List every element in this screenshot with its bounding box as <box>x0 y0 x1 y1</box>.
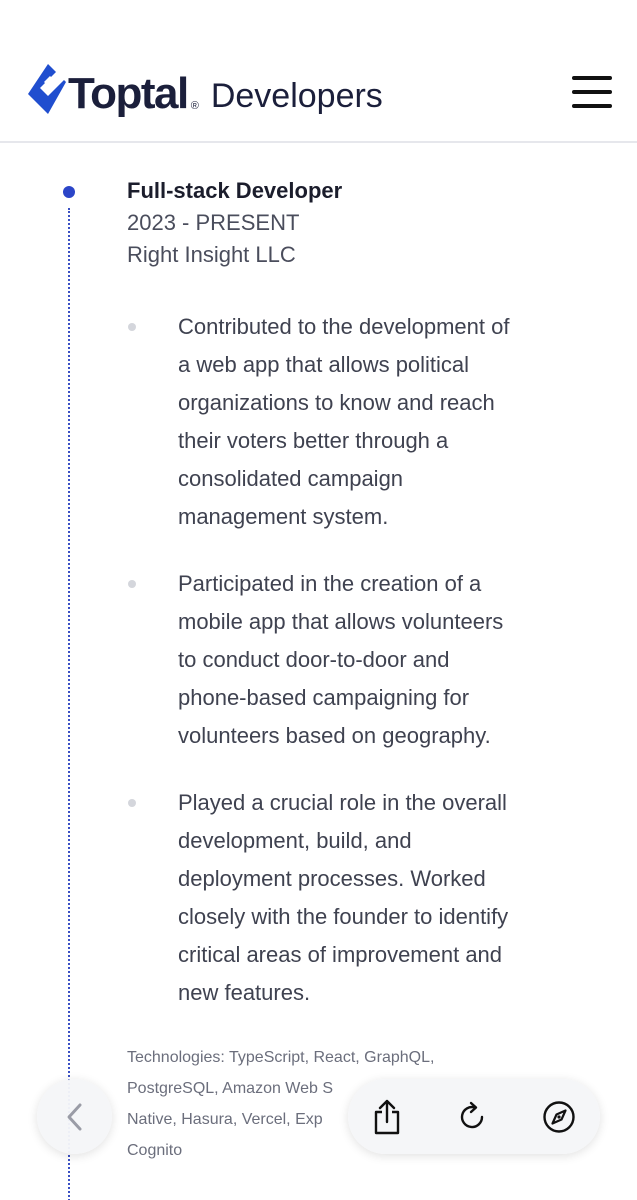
hamburger-icon <box>572 76 612 80</box>
list-item-line: organizations to know and reach <box>178 390 495 415</box>
list-item-line: consolidated campaign <box>178 466 404 491</box>
technologies-line: Cognito <box>127 1142 183 1159</box>
list-item-line: development, build, and <box>178 828 412 853</box>
list-item <box>178 784 578 1012</box>
hamburger-icon-bar <box>572 90 612 94</box>
brand-name: Toptal <box>68 69 188 118</box>
toptal-logo[interactable] <box>26 62 383 116</box>
site-header <box>0 0 637 143</box>
job-dates: 2023 - PRESENT <box>127 210 300 235</box>
chevron-left-icon <box>64 1102 86 1132</box>
list-item-line: their voters better through a <box>178 428 449 453</box>
share-icon <box>371 1098 403 1136</box>
list-item-line: Played a crucial role in the overall <box>178 790 507 815</box>
reload-button[interactable] <box>452 1097 492 1137</box>
technologies-line: PostgreSQL, Amazon Web S <box>127 1080 334 1097</box>
list-item-line: volunteers based on geography. <box>178 723 491 748</box>
list-item-line: phone-based campaigning for <box>178 685 470 710</box>
registered-mark: ® <box>190 100 199 112</box>
list-item-line: new features. <box>178 980 311 1005</box>
technologies-line: Native, Hasura, Vercel, Exp <box>127 1111 323 1128</box>
reload-icon <box>455 1100 489 1134</box>
technologies-line: Technologies: TypeScript, React, GraphQL, <box>127 1049 435 1066</box>
list-item-line: to conduct door-to-door and <box>178 647 450 672</box>
list-item <box>178 308 578 536</box>
list-item-line: closely with the founder to identify <box>178 904 509 929</box>
job-company: Right Insight LLC <box>127 242 296 267</box>
compass-icon <box>541 1099 577 1135</box>
list-item-line: mobile app that allows volunteers <box>178 609 504 634</box>
bullet-marker <box>128 323 136 331</box>
list-item-line: Participated in the creation of a <box>178 571 482 596</box>
job-title: Full-stack Developer <box>127 178 343 203</box>
bullet-marker <box>128 580 136 588</box>
list-item-line: a web app that allows political <box>178 352 470 377</box>
back-button[interactable] <box>37 1079 112 1154</box>
bullet-marker <box>128 799 136 807</box>
toptal-logo-icon <box>26 62 66 116</box>
list-item <box>178 565 578 755</box>
compass-button[interactable] <box>539 1097 579 1137</box>
list-item-line: deployment processes. Worked <box>178 866 486 891</box>
list-item-line: management system. <box>178 504 389 529</box>
timeline-line <box>68 208 70 1200</box>
menu-button[interactable] <box>572 76 612 108</box>
timeline-dot <box>63 186 75 198</box>
hamburger-icon-bar <box>572 104 612 108</box>
section-name: Developers <box>210 77 383 115</box>
list-item-line: Contributed to the development of <box>178 314 510 339</box>
list-item-line: critical areas of improvement and <box>178 942 503 967</box>
browser-toolbar <box>348 1079 600 1154</box>
share-button[interactable] <box>367 1097 407 1137</box>
